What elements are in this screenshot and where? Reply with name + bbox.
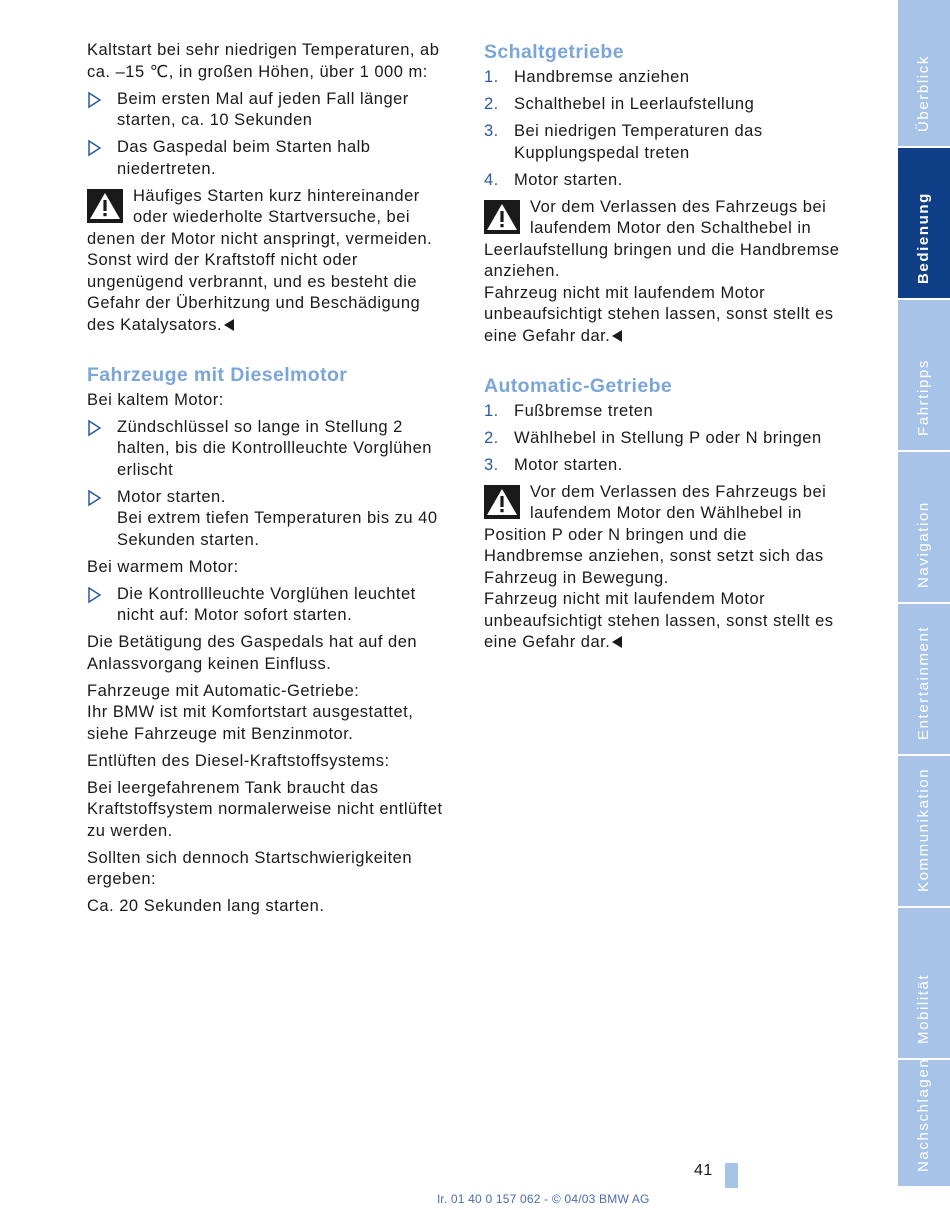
list-item bbox=[87, 137, 452, 180]
step-text: Bei niedrigen Temperaturen das Kupplungspedal treten bbox=[514, 122, 763, 162]
automatic-gearbox-heading: Automatic-Getriebe bbox=[484, 374, 673, 397]
crank-text: Ca. 20 Sekunden lang starten. bbox=[87, 897, 325, 915]
list-item-text: Beim ersten Mal auf jeden Fall länger starten, ca. 10 Sekunden bbox=[117, 89, 409, 129]
triangle-bullet-icon bbox=[87, 418, 103, 438]
right-column bbox=[484, 40, 850, 659]
list-item-text: Die Kontrollleuchte Vorglühen leuchtet nicht auf: Motor sofort starten. bbox=[117, 584, 416, 624]
end-mark-icon bbox=[612, 636, 623, 648]
step-text: Schalthebel in Leerlaufstellung bbox=[514, 95, 755, 113]
step-number: 4. bbox=[484, 170, 499, 189]
warning-text: Häufiges Starten kurz hintereinander oder wiederholte Startversuche, bei denen der Motor nicht anspringt, vermeiden. Sonst wird der Kraftstoff nicht oder ungenügend verbrannt, und es besteht die Gefahr der Überhitzung und Beschädigung des Katalysators. bbox=[87, 186, 433, 334]
tab-label: Bedienung bbox=[915, 192, 932, 284]
step-text: Motor starten. bbox=[514, 455, 623, 474]
step-number: 1. bbox=[484, 401, 499, 420]
list-item bbox=[484, 121, 850, 164]
tab-entertainment[interactable] bbox=[898, 604, 950, 756]
list-item bbox=[484, 170, 850, 192]
list-item bbox=[484, 67, 850, 89]
step-text: Motor starten. bbox=[514, 170, 623, 189]
step-number: 3. bbox=[484, 455, 499, 474]
tab-mobilitaet[interactable] bbox=[898, 908, 950, 1060]
list-item-text: Bei extrem tiefen Temperaturen bis zu 40 Sekunden starten. bbox=[117, 509, 438, 549]
tab-nachschlagen[interactable] bbox=[898, 1057, 950, 1188]
tab-bedienung[interactable] bbox=[898, 148, 950, 300]
warning-note bbox=[484, 482, 850, 654]
warning-text: Vor dem Verlassen des Fahrzeugs bei laufendem Motor den Wählhebel in Position P oder N bringen und die Handbremse anziehen, sonst setzt sich das Fahrzeug in Bewegung. bbox=[484, 482, 827, 587]
end-mark-icon bbox=[224, 319, 235, 331]
warning-text: Fahrzeug nicht mit laufendem Motor unbeaufsichtigt stehen lassen, sonst stellt es eine Gefahr dar. bbox=[484, 283, 834, 345]
warning-text: Vor dem Verlassen des Fahrzeugs bei laufendem Motor den Schalthebel in Leerlaufstellung bringen und die Handbremse anziehen. bbox=[484, 197, 840, 280]
bleed-label: Entlüften des Diesel-Kraftstoffsystems: bbox=[87, 751, 390, 770]
warning-triangle-icon bbox=[484, 200, 520, 234]
tab-label: Mobilität bbox=[915, 973, 932, 1044]
tab-label: Überblick bbox=[915, 55, 932, 132]
cold-start-intro: Kaltstart bei sehr niedrigen Temperaturen, ab ca. –15 ℃, in großen Höhen, über 1 000 m: bbox=[87, 41, 440, 81]
tab-label: Entertainment bbox=[915, 625, 932, 740]
list-item bbox=[484, 94, 850, 116]
list-item bbox=[87, 487, 452, 552]
warning-note bbox=[87, 186, 452, 337]
step-text: Fußbremse treten bbox=[514, 401, 654, 420]
step-number: 2. bbox=[484, 95, 499, 113]
tab-label: Nachschlagen bbox=[915, 1057, 932, 1172]
cold-engine-label: Bei kaltem Motor: bbox=[87, 390, 224, 409]
tab-navigation[interactable] bbox=[898, 452, 950, 604]
list-item bbox=[87, 89, 452, 132]
tab-kommunikation[interactable] bbox=[898, 756, 950, 908]
list-item bbox=[484, 428, 850, 450]
warning-triangle-icon bbox=[484, 485, 520, 519]
tab-fahrtipps[interactable] bbox=[898, 300, 950, 452]
page-number: 41 bbox=[694, 1162, 713, 1179]
list-item-text: Zündschlüssel so lange in Stellung 2 halten, bis die Kontrollleuchte Vorglühen erlischt bbox=[117, 417, 432, 479]
warning-note bbox=[484, 197, 850, 348]
footer-imprint: lr. 01 40 0 157 062 - © 04/03 BMW AG bbox=[437, 1192, 650, 1206]
triangle-bullet-icon bbox=[87, 585, 103, 605]
manual-gearbox-heading: Schaltgetriebe bbox=[484, 41, 624, 63]
step-number: 1. bbox=[484, 68, 499, 86]
tab-label: Fahrtipps bbox=[915, 359, 932, 436]
chapter-tabs bbox=[898, 0, 950, 1188]
bleed-text: Bei leergefahrenem Tank braucht das Kraftstoffsystem normalerweise nicht entlüftet zu werden. bbox=[87, 778, 443, 840]
step-number: 2. bbox=[484, 428, 499, 447]
list-item bbox=[484, 455, 850, 477]
automatic-text: Ihr BMW ist mit Komfortstart ausgestattet, siehe Fahrzeuge mit Benzinmotor. bbox=[87, 703, 414, 743]
triangle-bullet-icon bbox=[87, 138, 103, 158]
list-item bbox=[87, 417, 452, 482]
automatic-note bbox=[87, 681, 452, 746]
gas-pedal-note: Die Betätigung des Gaspedals hat auf den Anlassvorgang keinen Einfluss. bbox=[87, 633, 418, 673]
list-item bbox=[484, 401, 850, 423]
tab-ueberblick[interactable] bbox=[898, 0, 950, 148]
warm-engine-label: Bei warmem Motor: bbox=[87, 557, 239, 576]
step-text: Wählhebel in Stellung P oder N bringen bbox=[514, 428, 822, 447]
left-column bbox=[87, 40, 452, 923]
list-item bbox=[87, 584, 452, 627]
step-number: 3. bbox=[484, 122, 499, 140]
list-item-text: Das Gaspedal beim Starten halb niedertreten. bbox=[117, 138, 371, 178]
list-item-text: Motor starten. bbox=[117, 487, 226, 506]
tab-label: Navigation bbox=[915, 501, 932, 588]
page-marker bbox=[725, 1163, 738, 1188]
triangle-bullet-icon bbox=[87, 90, 103, 110]
difficulty-text: Sollten sich dennoch Startschwierigkeiten ergeben: bbox=[87, 848, 413, 888]
end-mark-icon bbox=[612, 330, 623, 342]
warning-triangle-icon bbox=[87, 189, 123, 223]
step-text: Handbremse anziehen bbox=[514, 68, 690, 86]
triangle-bullet-icon bbox=[87, 488, 103, 508]
tab-label: Kommunikation bbox=[915, 767, 932, 892]
automatic-label: Fahrzeuge mit Automatic-Getriebe: bbox=[87, 681, 360, 700]
warning-text: Fahrzeug nicht mit laufendem Motor unbeaufsichtigt stehen lassen, sonst stellt es eine Gefahr dar. bbox=[484, 590, 834, 651]
diesel-heading: Fahrzeuge mit Dieselmotor bbox=[87, 363, 348, 386]
